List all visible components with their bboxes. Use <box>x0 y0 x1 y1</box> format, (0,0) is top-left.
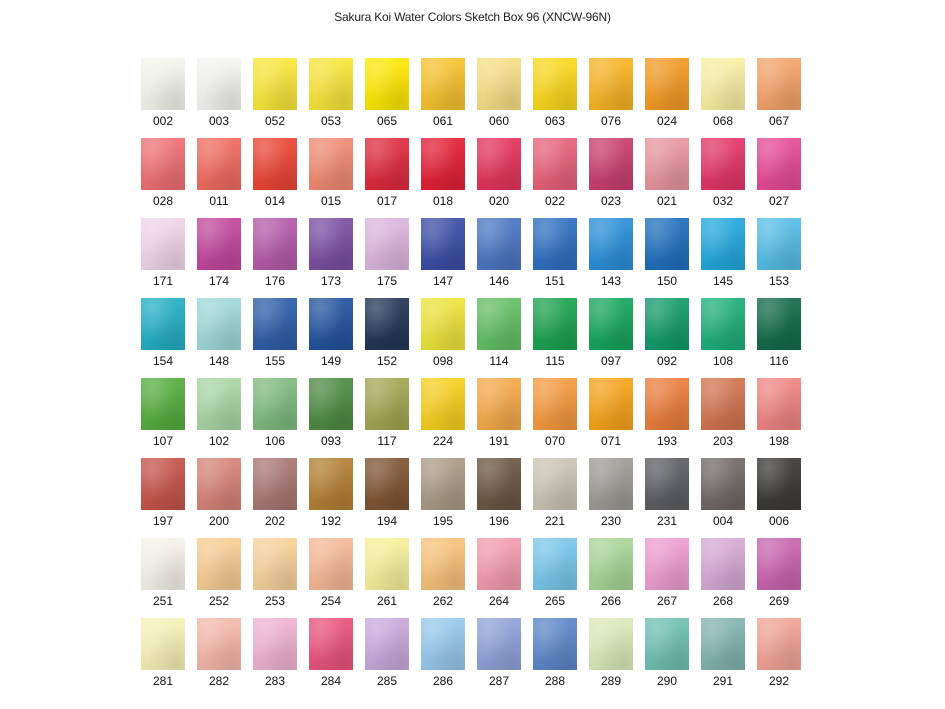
color-swatch-item <box>645 58 689 138</box>
color-code-label: 269 <box>768 594 790 608</box>
color-swatch <box>533 218 577 270</box>
color-swatch <box>589 58 633 110</box>
color-code-label: 171 <box>152 274 174 288</box>
color-swatch-item <box>141 218 185 298</box>
color-swatch-item <box>365 458 409 538</box>
color-swatch-item <box>757 538 801 618</box>
color-swatch <box>589 618 633 670</box>
color-swatch-item <box>701 218 745 298</box>
color-swatch <box>365 618 409 670</box>
color-swatch <box>701 218 745 270</box>
color-swatch-item <box>197 618 241 698</box>
color-code-label: 106 <box>264 434 286 448</box>
color-swatch-item <box>757 58 801 138</box>
color-code-label: 254 <box>320 594 342 608</box>
color-swatch <box>477 378 521 430</box>
color-swatch <box>421 378 465 430</box>
color-swatch <box>477 218 521 270</box>
color-code-label: 028 <box>152 194 174 208</box>
color-swatch <box>253 618 297 670</box>
color-swatch <box>645 58 689 110</box>
color-swatch-item <box>141 378 185 458</box>
color-swatch <box>757 298 801 350</box>
color-swatch <box>701 298 745 350</box>
color-code-label: 198 <box>768 434 790 448</box>
color-swatch-item <box>197 378 241 458</box>
color-swatch-item <box>365 58 409 138</box>
color-swatch <box>365 298 409 350</box>
color-code-label: 200 <box>208 514 230 528</box>
color-swatch-item <box>701 58 745 138</box>
color-code-label: 053 <box>320 114 342 128</box>
color-swatch-item <box>701 378 745 458</box>
color-code-label: 151 <box>544 274 566 288</box>
color-swatch-item <box>477 538 521 618</box>
color-code-label: 197 <box>152 514 174 528</box>
color-swatch <box>365 58 409 110</box>
color-code-label: 114 <box>489 354 509 368</box>
color-code-label: 092 <box>656 354 678 368</box>
color-swatch-item <box>533 218 577 298</box>
color-code-label: 282 <box>208 674 230 688</box>
color-swatch-item <box>589 458 633 538</box>
color-swatch <box>589 138 633 190</box>
color-swatch <box>197 58 241 110</box>
color-swatch <box>645 378 689 430</box>
color-code-label: 285 <box>376 674 398 688</box>
color-swatch-item <box>589 298 633 378</box>
color-code-label: 288 <box>544 674 566 688</box>
color-code-label: 155 <box>264 354 286 368</box>
color-swatch-item <box>197 218 241 298</box>
color-swatch-item <box>757 138 801 218</box>
color-code-label: 145 <box>712 274 734 288</box>
color-code-label: 023 <box>600 194 622 208</box>
color-swatch <box>757 618 801 670</box>
color-swatch <box>533 618 577 670</box>
color-swatch-item <box>757 618 801 698</box>
color-code-label: 097 <box>600 354 622 368</box>
color-swatch <box>645 138 689 190</box>
color-swatch <box>645 298 689 350</box>
color-swatch-item <box>421 538 465 618</box>
color-swatch-item <box>645 138 689 218</box>
color-code-label: 154 <box>152 354 174 368</box>
color-code-label: 093 <box>320 434 342 448</box>
color-code-label: 264 <box>488 594 510 608</box>
color-code-label: 067 <box>768 114 790 128</box>
color-swatch-item <box>309 58 353 138</box>
color-swatch <box>309 218 353 270</box>
color-swatch <box>701 538 745 590</box>
color-code-label: 098 <box>432 354 454 368</box>
color-swatch-item <box>365 378 409 458</box>
color-swatch-item <box>253 218 297 298</box>
color-swatch-item <box>309 618 353 698</box>
color-swatch-item <box>253 58 297 138</box>
color-swatch-item <box>253 138 297 218</box>
color-swatch <box>309 378 353 430</box>
color-swatch-item <box>645 618 689 698</box>
color-code-label: 191 <box>488 434 510 448</box>
color-swatch <box>197 218 241 270</box>
color-code-label: 076 <box>600 114 622 128</box>
color-swatch <box>477 298 521 350</box>
color-swatch-item <box>645 378 689 458</box>
color-swatch-item <box>589 58 633 138</box>
color-swatch-item <box>421 458 465 538</box>
color-swatch-item <box>365 538 409 618</box>
color-swatch <box>365 138 409 190</box>
color-code-label: 002 <box>152 114 174 128</box>
color-swatch <box>365 458 409 510</box>
color-code-label: 024 <box>656 114 678 128</box>
color-swatch <box>197 538 241 590</box>
color-swatch <box>589 218 633 270</box>
color-swatch <box>309 458 353 510</box>
color-swatch-item <box>701 298 745 378</box>
color-swatch <box>421 58 465 110</box>
color-code-label: 052 <box>264 114 286 128</box>
color-swatch <box>477 538 521 590</box>
color-swatch-item <box>645 458 689 538</box>
color-swatch <box>757 538 801 590</box>
color-code-label: 203 <box>712 434 734 448</box>
color-code-label: 173 <box>320 274 342 288</box>
color-code-label: 115 <box>545 354 565 368</box>
color-swatch-item <box>589 538 633 618</box>
color-code-label: 107 <box>152 434 174 448</box>
color-code-label: 266 <box>600 594 622 608</box>
color-swatch-item <box>197 138 241 218</box>
color-code-label: 283 <box>264 674 286 688</box>
color-code-label: 265 <box>544 594 566 608</box>
color-swatch-item <box>421 618 465 698</box>
color-code-label: 143 <box>600 274 622 288</box>
color-swatch <box>197 618 241 670</box>
color-swatch <box>645 538 689 590</box>
color-swatch-item <box>309 218 353 298</box>
color-code-label: 014 <box>264 194 286 208</box>
color-code-label: 230 <box>600 514 622 528</box>
color-swatch <box>253 138 297 190</box>
color-swatch <box>197 298 241 350</box>
color-swatch-item <box>141 458 185 538</box>
color-swatch-item <box>701 138 745 218</box>
color-swatch <box>533 298 577 350</box>
color-swatch <box>757 138 801 190</box>
color-code-label: 175 <box>376 274 398 288</box>
color-code-label: 070 <box>544 434 566 448</box>
color-code-label: 196 <box>488 514 510 528</box>
color-swatch-item <box>197 538 241 618</box>
color-code-label: 017 <box>376 194 398 208</box>
color-code-label: 287 <box>488 674 510 688</box>
color-swatch-item <box>757 298 801 378</box>
color-swatch <box>645 618 689 670</box>
color-swatch <box>701 58 745 110</box>
color-code-label: 021 <box>656 194 678 208</box>
color-swatch-item <box>533 138 577 218</box>
color-swatch-item <box>253 378 297 458</box>
color-swatch-item <box>477 138 521 218</box>
color-swatch <box>365 218 409 270</box>
color-code-label: 027 <box>768 194 790 208</box>
color-swatch-item <box>197 458 241 538</box>
color-swatch-item <box>365 618 409 698</box>
color-swatch-item <box>589 138 633 218</box>
color-swatch <box>365 538 409 590</box>
color-swatch <box>533 378 577 430</box>
color-swatch <box>645 218 689 270</box>
color-swatch <box>309 538 353 590</box>
color-code-label: 221 <box>544 514 566 528</box>
color-swatch-item <box>477 458 521 538</box>
color-code-label: 284 <box>320 674 342 688</box>
color-swatch <box>253 218 297 270</box>
color-code-label: 032 <box>712 194 734 208</box>
color-swatch <box>421 298 465 350</box>
color-swatch <box>533 458 577 510</box>
color-swatch-item <box>645 538 689 618</box>
color-code-label: 071 <box>600 434 622 448</box>
color-swatch <box>141 538 185 590</box>
color-swatch <box>477 458 521 510</box>
color-swatch <box>197 378 241 430</box>
color-swatch-item <box>309 538 353 618</box>
color-swatch <box>757 58 801 110</box>
color-swatch <box>141 138 185 190</box>
color-code-label: 251 <box>152 594 174 608</box>
color-code-label: 289 <box>600 674 622 688</box>
color-swatch-item <box>253 618 297 698</box>
color-code-label: 148 <box>208 354 230 368</box>
color-swatch-item <box>757 378 801 458</box>
color-code-label: 261 <box>376 594 398 608</box>
color-swatch-item <box>365 138 409 218</box>
color-swatch-item <box>365 298 409 378</box>
color-code-label: 268 <box>712 594 734 608</box>
color-code-label: 060 <box>488 114 510 128</box>
color-swatch-item <box>253 538 297 618</box>
color-code-label: 003 <box>208 114 230 128</box>
color-swatch-item <box>477 618 521 698</box>
color-code-label: 262 <box>432 594 454 608</box>
color-swatch <box>141 618 185 670</box>
color-swatch <box>701 378 745 430</box>
color-code-label: 224 <box>432 434 454 448</box>
color-swatch-item <box>477 58 521 138</box>
color-swatch <box>253 378 297 430</box>
color-swatch-item <box>141 298 185 378</box>
color-swatch-item <box>197 298 241 378</box>
color-code-label: 022 <box>544 194 566 208</box>
color-swatch <box>253 538 297 590</box>
color-swatch-item <box>309 378 353 458</box>
color-swatch-item <box>645 298 689 378</box>
color-swatch-item <box>253 458 297 538</box>
color-swatch-item <box>421 218 465 298</box>
color-code-label: 231 <box>656 514 678 528</box>
color-swatch <box>421 618 465 670</box>
color-code-label: 291 <box>712 674 734 688</box>
color-code-label: 147 <box>432 274 454 288</box>
color-swatch <box>477 58 521 110</box>
color-swatch-item <box>477 298 521 378</box>
color-code-label: 061 <box>432 114 454 128</box>
page-title: Sakura Koi Water Colors Sketch Box 96 (XNCW-96N) <box>334 10 611 24</box>
color-swatch-item <box>533 378 577 458</box>
color-swatch <box>589 298 633 350</box>
color-swatch <box>701 138 745 190</box>
color-code-label: 176 <box>264 274 286 288</box>
color-swatch-item <box>757 458 801 538</box>
color-swatch-item <box>533 298 577 378</box>
color-swatch <box>197 138 241 190</box>
color-swatch-item <box>477 378 521 458</box>
color-swatch <box>141 458 185 510</box>
color-swatch <box>141 218 185 270</box>
color-swatch <box>701 618 745 670</box>
color-swatch <box>309 58 353 110</box>
color-swatch-item <box>533 538 577 618</box>
color-code-label: 004 <box>712 514 734 528</box>
color-swatch-item <box>421 138 465 218</box>
color-code-label: 146 <box>488 274 510 288</box>
color-code-label: 063 <box>544 114 566 128</box>
color-code-label: 011 <box>209 194 229 208</box>
color-code-label: 192 <box>320 514 342 528</box>
color-swatch-item <box>645 218 689 298</box>
color-swatch <box>757 458 801 510</box>
color-code-label: 290 <box>656 674 678 688</box>
color-swatch-item <box>589 618 633 698</box>
color-swatch-item <box>757 218 801 298</box>
color-swatch-item <box>701 538 745 618</box>
color-code-label: 065 <box>376 114 398 128</box>
color-code-label: 006 <box>768 514 790 528</box>
color-swatch <box>533 58 577 110</box>
color-code-label: 194 <box>376 514 398 528</box>
color-swatch <box>421 138 465 190</box>
color-code-label: 281 <box>152 674 174 688</box>
color-swatch-item <box>421 378 465 458</box>
color-code-label: 193 <box>656 434 678 448</box>
color-swatch <box>757 218 801 270</box>
color-swatch-item <box>421 58 465 138</box>
color-swatch <box>645 458 689 510</box>
color-swatch-item <box>309 138 353 218</box>
color-code-label: 117 <box>377 434 397 448</box>
color-swatch <box>141 58 185 110</box>
color-swatch-item <box>589 378 633 458</box>
color-code-label: 267 <box>656 594 678 608</box>
color-swatch <box>589 538 633 590</box>
color-swatch-item <box>309 458 353 538</box>
color-code-label: 202 <box>264 514 286 528</box>
color-swatch <box>141 378 185 430</box>
color-code-label: 152 <box>376 354 398 368</box>
color-swatch-item <box>477 218 521 298</box>
color-swatch <box>421 538 465 590</box>
color-swatch <box>197 458 241 510</box>
color-code-label: 102 <box>208 434 230 448</box>
color-swatch-item <box>197 58 241 138</box>
color-swatch-item <box>701 458 745 538</box>
color-swatch <box>253 298 297 350</box>
color-swatch <box>533 138 577 190</box>
color-swatch-item <box>533 618 577 698</box>
color-code-label: 108 <box>712 354 734 368</box>
color-swatch-item <box>589 218 633 298</box>
color-code-label: 195 <box>432 514 454 528</box>
color-code-label: 286 <box>432 674 454 688</box>
color-swatch <box>701 458 745 510</box>
color-swatch <box>365 378 409 430</box>
color-swatch <box>141 298 185 350</box>
color-swatch <box>589 378 633 430</box>
color-code-label: 068 <box>712 114 734 128</box>
color-code-label: 149 <box>320 354 342 368</box>
color-swatch <box>421 458 465 510</box>
color-swatch-item <box>309 298 353 378</box>
color-swatch <box>309 618 353 670</box>
color-code-label: 150 <box>656 274 678 288</box>
color-swatch-item <box>141 58 185 138</box>
color-swatch <box>757 378 801 430</box>
color-swatch-item <box>421 298 465 378</box>
color-code-label: 252 <box>208 594 230 608</box>
color-swatch <box>533 538 577 590</box>
color-swatch <box>309 298 353 350</box>
color-swatch-item <box>533 458 577 538</box>
color-swatch-item <box>365 218 409 298</box>
color-swatch <box>253 58 297 110</box>
color-code-label: 018 <box>432 194 454 208</box>
color-code-label: 153 <box>768 274 790 288</box>
color-swatch-item <box>533 58 577 138</box>
color-swatch <box>589 458 633 510</box>
color-swatch-item <box>141 618 185 698</box>
color-code-label: 292 <box>768 674 790 688</box>
color-swatch-item <box>253 298 297 378</box>
color-swatch-item <box>141 138 185 218</box>
color-code-label: 020 <box>488 194 510 208</box>
color-swatch-item <box>701 618 745 698</box>
color-swatch <box>253 458 297 510</box>
color-swatch <box>477 138 521 190</box>
swatch-grid <box>141 58 805 698</box>
color-code-label: 174 <box>208 274 230 288</box>
color-code-label: 015 <box>320 194 342 208</box>
color-swatch <box>477 618 521 670</box>
color-swatch-item <box>141 538 185 618</box>
color-code-label: 253 <box>264 594 286 608</box>
color-code-label: 116 <box>769 354 789 368</box>
color-swatch <box>309 138 353 190</box>
color-swatch <box>421 218 465 270</box>
